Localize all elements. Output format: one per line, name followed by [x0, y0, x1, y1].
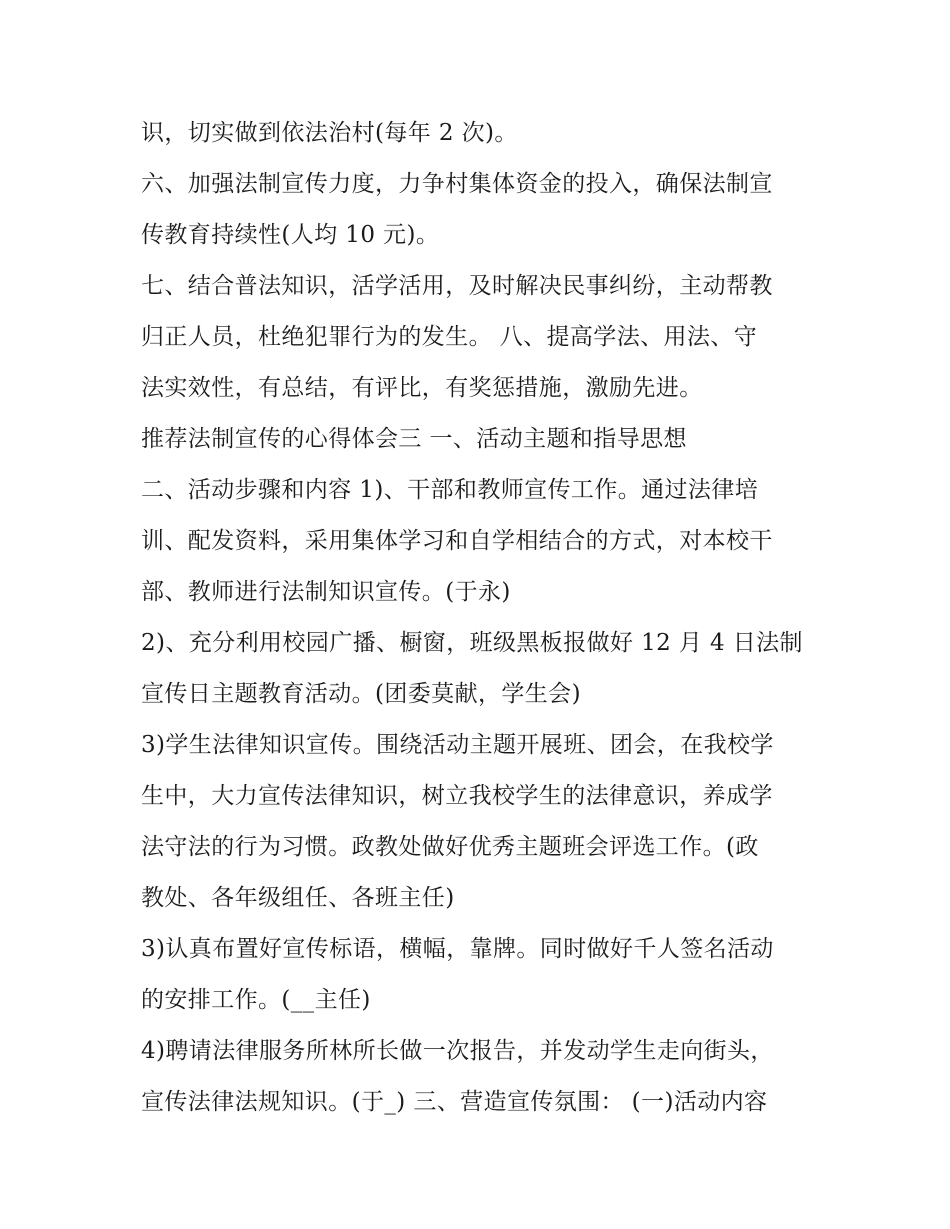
text-line: 教处、各年级组任、各班主任) — [141, 885, 455, 911]
text-line: 3)认真布置好宣传标语，横幅，靠牌。同时做好千人签名活动 — [141, 936, 774, 962]
text-line: 宣传法律法规知识。(于_) 三、营造宣传氛围： (一)活动内容 — [141, 1089, 768, 1115]
text-line: 二、活动步骤和内容 1)、干部和教师宣传工作。通过法律培 — [141, 477, 759, 503]
text-line: 六、加强法制宣传力度，力争村集体资金的投入，确保法制宣 — [141, 171, 773, 197]
text-line: 识，切实做到依法治村(每年 2 次)。 — [141, 120, 518, 146]
text-line: 归正人员，杜绝犯罪行为的发生。 八、提高学法、用法、守 — [141, 324, 758, 350]
text-line: 宣传日主题教育活动。(团委莫献，学生会) — [141, 681, 581, 707]
section-heading-line: 推荐法制宣传的心得体会三 一、活动主题和指导思想 — [141, 426, 687, 452]
text-line: 3)学生法律知识宣传。围绕活动主题开展班、团会，在我校学 — [141, 732, 774, 758]
text-line: 4)聘请法律服务所林所长做一次报告，并发动学生走向街头， — [141, 1038, 774, 1064]
text-line: 传教育持续性(人均 10 元)。 — [141, 222, 440, 248]
document-body — [141, 108, 831, 1128]
text-line: 法实效性，有总结，有评比，有奖惩措施，激励先进。 — [141, 375, 703, 401]
text-line: 生中，大力宣传法律知识，树立我校学生的法律意识，养成学 — [141, 783, 773, 809]
text-line: 的安排工作。(__主任) — [141, 987, 371, 1013]
text-line: 法守法的行为习惯。政教处做好优秀主题班会评选工作。(政 — [141, 834, 759, 860]
text-line: 训、配发资料，采用集体学习和自学相结合的方式，对本校干 — [141, 528, 773, 554]
text-line: 部、教师进行法制知识宣传。(于永) — [141, 579, 511, 605]
text-line: 七、结合普法知识，活学活用，及时解决民事纠纷，主动帮教 — [141, 273, 773, 299]
text-line: 2)、充分利用校园广播、橱窗，班级黑板报做好 12 月 4 日法制 — [141, 630, 803, 656]
